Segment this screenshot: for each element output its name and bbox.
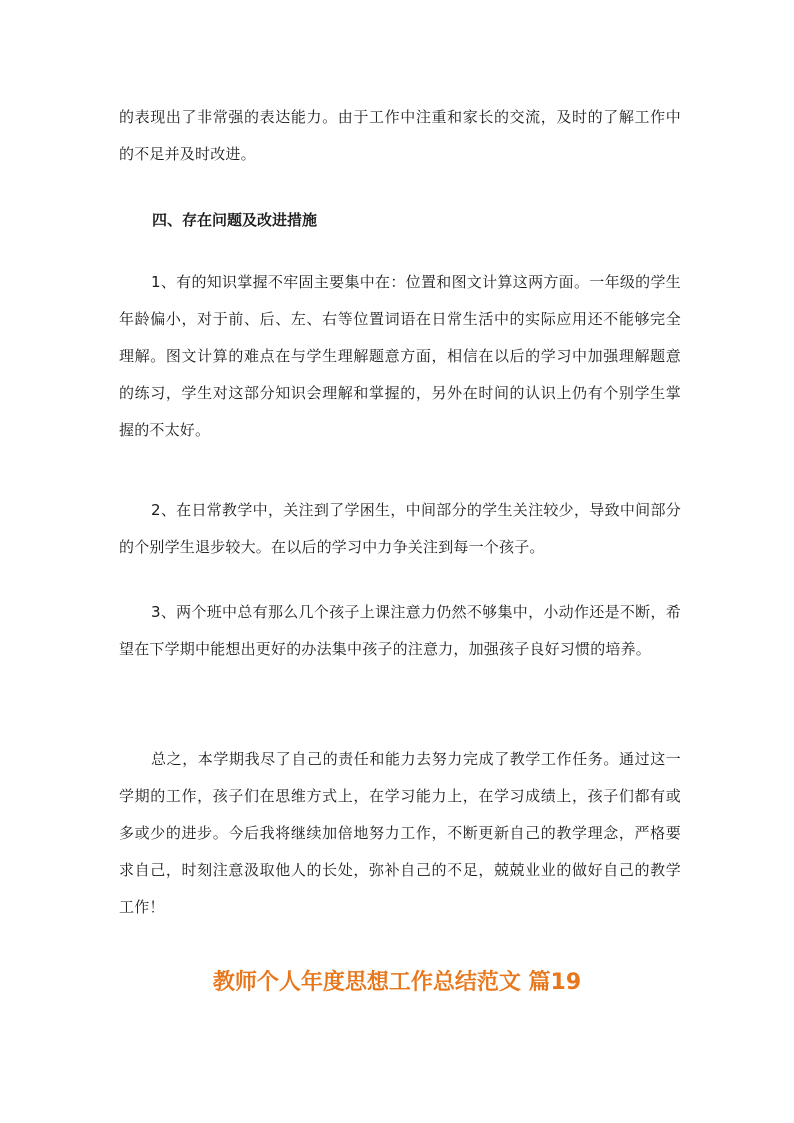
paragraph-summary: 总之，本学期我尽了自己的责任和能力去努力完成了教学工作任务。通过这一学期的工作，孩子们在思维方式上，在学习能力上，在学习成绩上，孩子们都有或多或少的进步。今后我将继续加倍地努力工作，不断更新自己的教学理念，严格要求自己，时刻注意汲取他人的长处，弥补自己的不足，兢兢业业的做好自己的教学工作！ xyxy=(119,750,681,916)
paragraph-item-2: 2、在日常教学中，关注到了学困生，中间部分的学生关注较少，导致中间部分的个别学生退步较大。在以后的学习中力争关注到每一个孩子。 xyxy=(119,501,681,556)
paragraph-item-3: 3、两个班中总有那么几个孩子上课注意力仍然不够集中，小动作还是不断，希望在下学期中能想出更好的办法集中孩子的注意力，加强孩子良好习惯的培养。 xyxy=(119,603,681,658)
paragraph-continued: 的表现出了非常强的表达能力。由于工作中注重和家长的交流，及时的了解工作中的不足并及时改进。 xyxy=(119,108,681,163)
section-heading: 四、存在问题及改进措施 xyxy=(152,211,318,229)
next-section-title: 教师个人年度思想工作总结范文 篇19 xyxy=(212,970,582,995)
paragraph-item-1: 1、有的知识掌握不牢固主要集中在：位置和图文计算这两方面。一年级的学生年龄偏小，对于前、后、左、右等位置词语在日常生活中的实际应用还不能够完全理解。图文计算的难点在与学生理解题意方面，相信在以后的学习中加强理解题意的练习，学生对这部分知识会理解和掌握的，另外在时间的认识上仍有个别学生掌握的不太好。 xyxy=(119,273,681,439)
